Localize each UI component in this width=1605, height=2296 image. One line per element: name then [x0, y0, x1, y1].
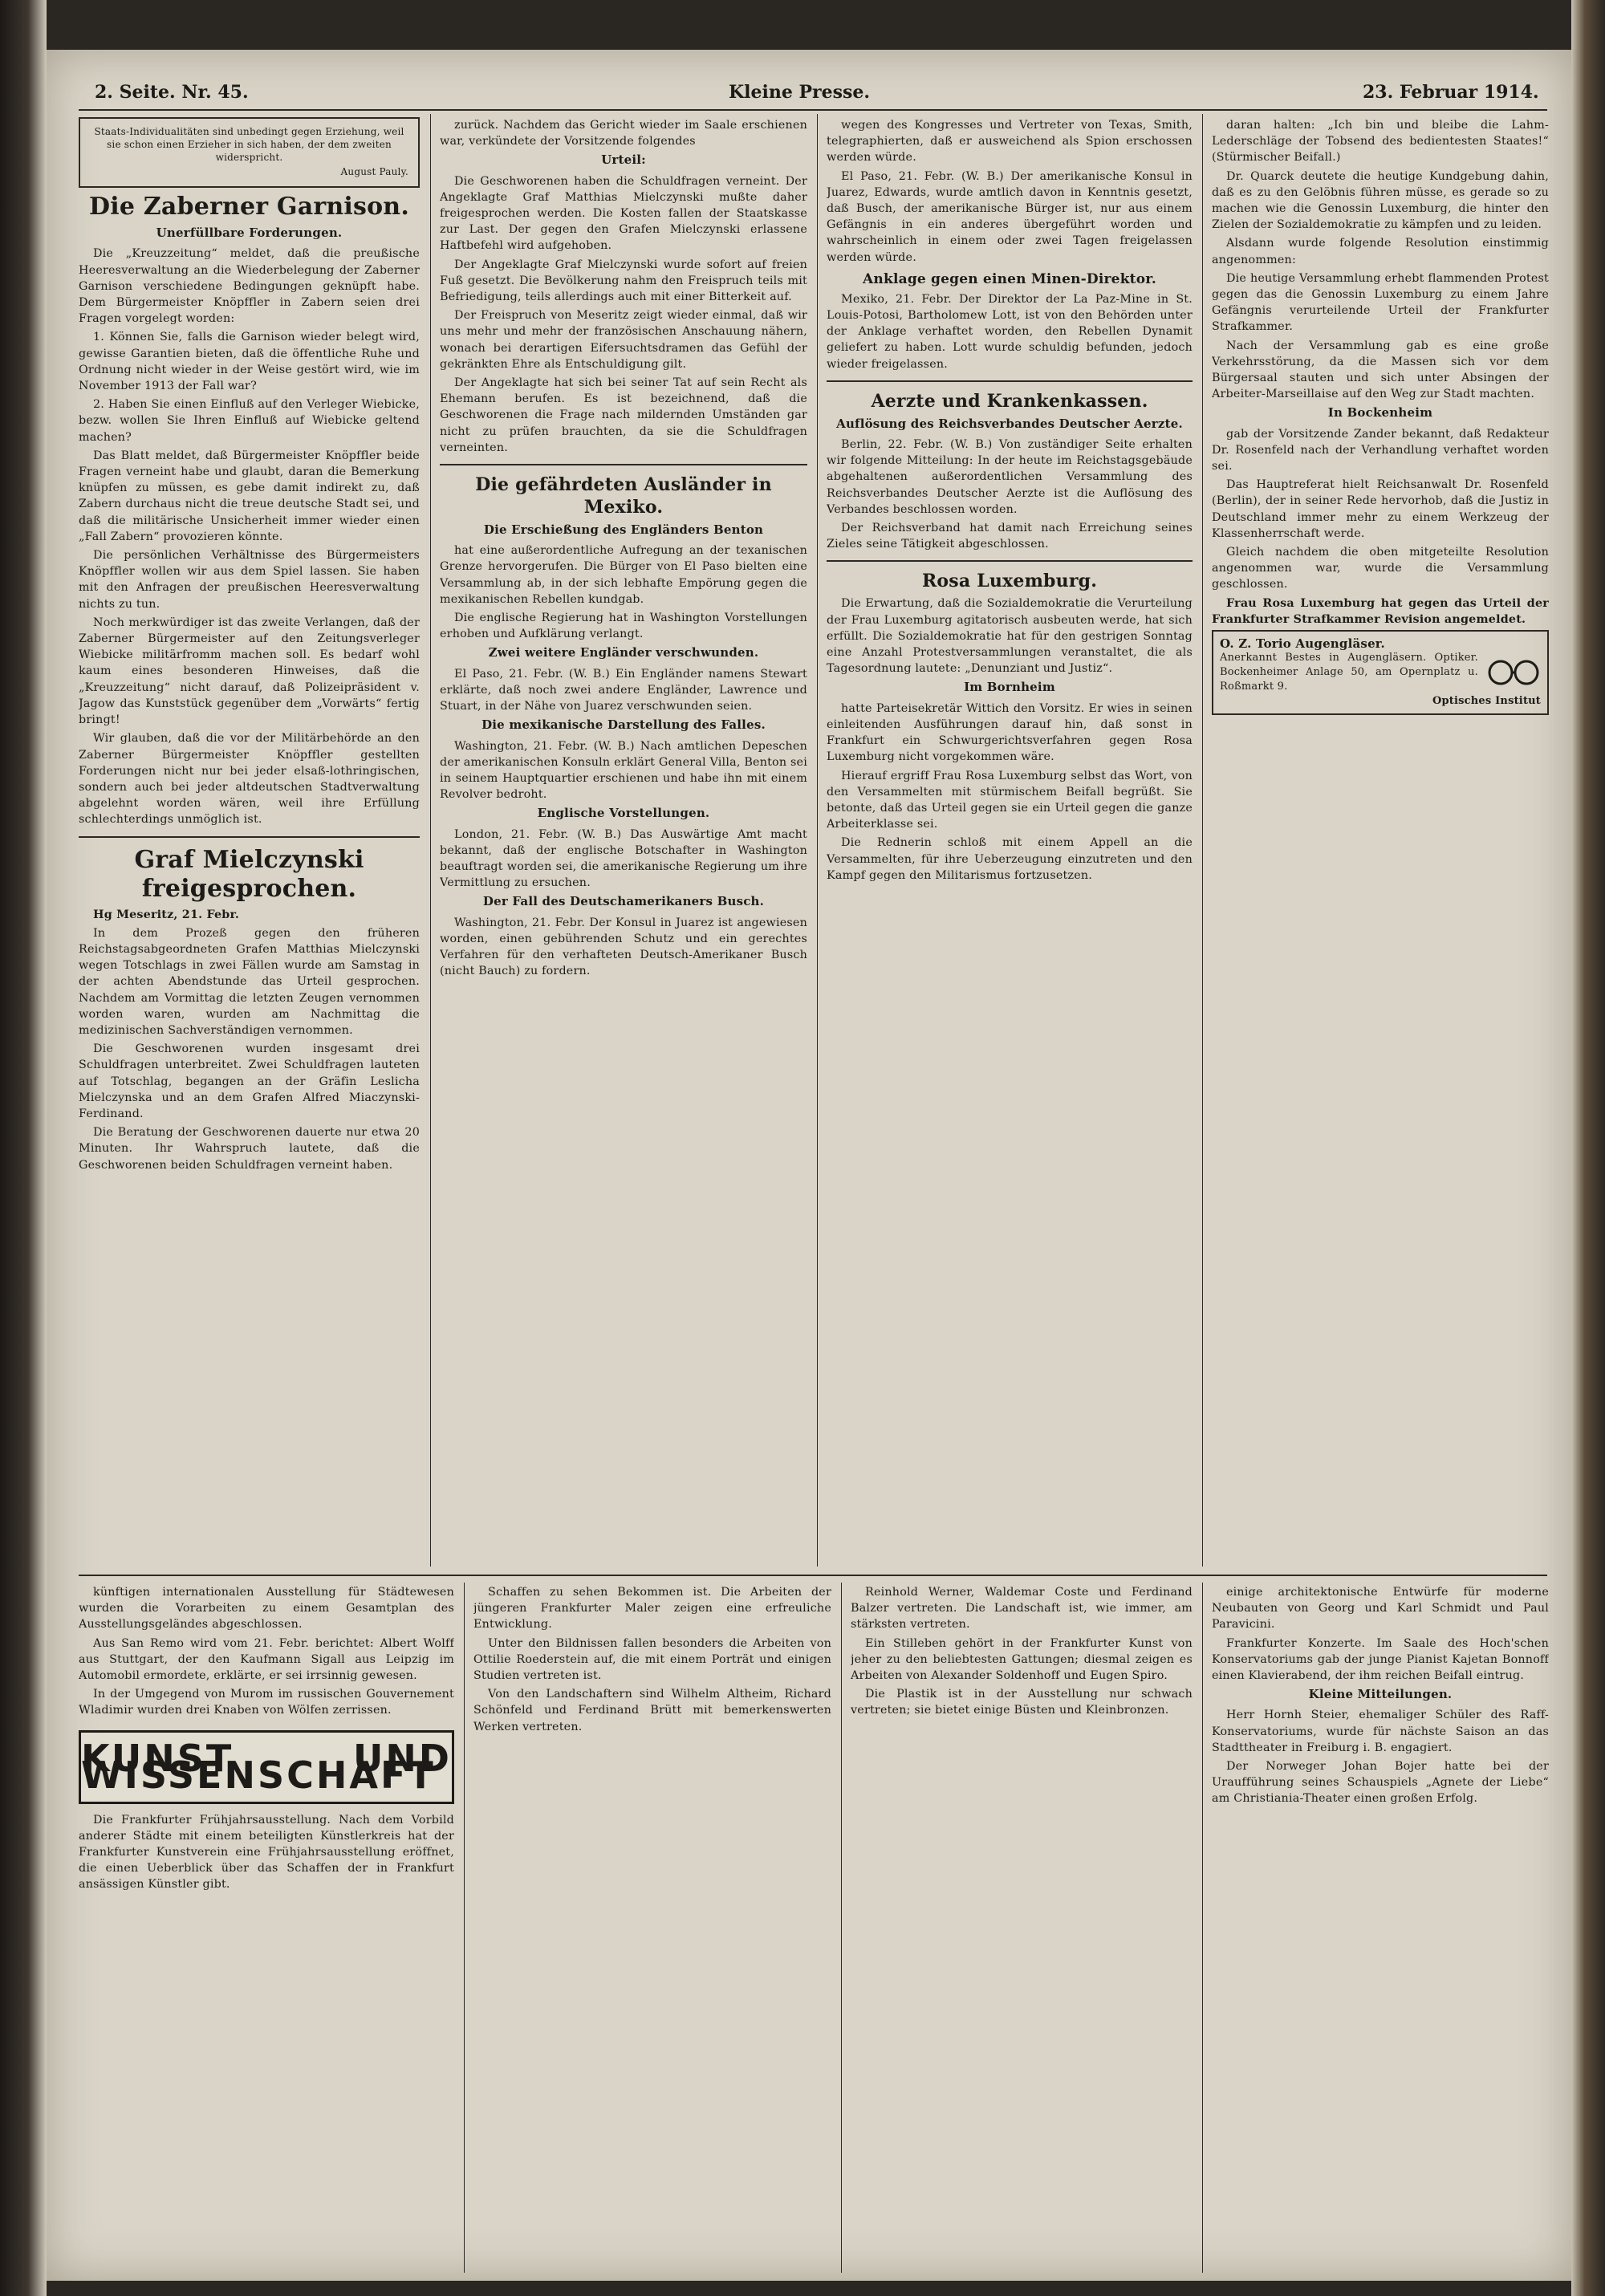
column-2	[440, 117, 807, 1570]
issue-date: 23. Februar 1914.	[1363, 82, 1539, 103]
paragraph: Schaffen zu sehen Bekommen ist. Die Arbeiten der jüngeren Frankfurter Maler zeigen eine erfreuliche Entwicklung.	[473, 1586, 831, 1632]
paragraph: gab der Vorsitzende Zander bekannt, daß Redakteur Dr. Rosenfeld nach der Verhandlung verhaftet worden sei.	[1212, 427, 1549, 473]
paragraph: einige architektonische Entwürfe für moderne Neubauten von Georg und Karl Schmidt und Paul Paravicini.	[1212, 1586, 1549, 1632]
book-spine	[0, 0, 47, 2296]
column-divider	[1202, 1583, 1203, 2273]
quote-author: August Pauly.	[340, 166, 408, 177]
lower-column-1	[79, 1584, 454, 2274]
paragraph: Noch merkwürdiger ist das zweite Verlangen, daß der Zaberner Bürgermeister auf den Zeitungsverleger Wiebicke militärfromm machen soll. Es bedarf wohl kaum eines besonderen Hinweises, daß die „Kreuzzeitung“ nicht darauf, daß Polizeipräsident v. Jagow das Kunststück gegenüber dem „Vorwärts“ fertig bringt!	[79, 616, 420, 727]
paragraph: 1. Können Sie, falls die Garnison wieder belegt wird, gewisse Garantien bieten, daß die öffentliche Ruhe und Ordnung nicht wieder in der Weise gestört wird, wie im November 1913 der Fall war?	[79, 331, 420, 393]
paragraph: Die Geschworenen haben die Schuldfragen verneint. Der Angeklagte Graf Matthias Mielczynski mußte daher freigesprochen werden. Die Kosten fallen der Staatskasse zur Last. Der gegen den Grafen Mielczynski erlassene Haftbefehl wird aufgehoben.	[440, 174, 807, 253]
article-title: Die gefährdeten Ausländer in Mexiko.	[475, 474, 772, 518]
article-title: Die Zaberner Garnison.	[89, 193, 409, 221]
paragraph: Mexiko, 21. Febr. Der Direktor der La Paz-Mine in St. Louis-Potosi, Bartholomew Lott, ist von den Behörden unter der Anklage verhaftet worden, den Rebellen Dynamit geliefert zu haben. Lott wurde schuldig befunden, jedoch wieder freigelassen.	[827, 292, 1193, 371]
article-rule	[827, 560, 1193, 562]
paragraph: zurück. Nachdem das Gericht wieder im Saale erschienen war, verkündete der Vorsitzende folgendes	[440, 119, 807, 148]
article-title: Anklage gegen einen Minen-Direktor.	[863, 270, 1156, 287]
paragraph: Das Blatt meldet, daß Bürgermeister Knöpffler beide Fragen verneint habe und glaubt, daran die Bemerkung knüpfen zu müssen, es gebe damit indirekt zu, daß Zabern durchaus nicht die treue deutsche Stadt sei, und daß die militärische Unsicherheit immer wieder einen „Fall Zabern“ provozieren könnte.	[79, 449, 420, 543]
paragraph: Von den Landschaftern sind Wilhelm Altheim, Richard Schönfeld und Ferdinand Brütt mit bemerkenswerten Werken vertreten.	[473, 1688, 831, 1733]
section-subhead: Englische Vorstellungen.	[537, 806, 710, 821]
paragraph: Der Angeklagte Graf Mielczynski wurde sofort auf freien Fuß gesetzt. Die Bevölkerung nahm den Freispruch teils mit Befriedigung, teils allerdings auch mit einer Bitterkeit auf.	[440, 258, 807, 304]
article-subtitle: Die Erschießung des Engländers Benton	[483, 522, 764, 538]
section-subhead: Der Fall des Deutschamerikaners Busch.	[482, 894, 765, 909]
banner-text: KUNST UND WISSENSCHAFT	[81, 1737, 452, 1797]
lower-column-4	[1212, 1584, 1549, 2274]
column-divider	[430, 114, 431, 1567]
paragraph: Die persönlichen Verhältnisse des Bürgermeisters Knöpffler wollen wir aus dem Spiel lassen. Sie haben mit den Anfragen der preußischen Heeresverwaltung nichts zu tun.	[79, 549, 420, 611]
paragraph: Washington, 21. Febr. (W. B.) Nach amtlichen Depeschen der amerikanischen Konsuln erklärt General Villa, Benton sei in seinem Hauptquartier erschienen und habe ihn mit einem Revolver bedroht.	[440, 739, 807, 802]
paragraph: hat eine außerordentliche Aufregung an der texanischen Grenze hervorgerufen. Die Bürger von El Paso bielten eine Versammlung ab, in der sich lebhafte Empörung gegen die mexikanischen Rebellen kundgab.	[440, 544, 807, 606]
paragraph: Berlin, 22. Febr. (W. B.) Von zuständiger Seite erhalten wir folgende Mitteilung: In der heute im Reichstagsgebäude abgehaltenen außerordentlichen Versammlung des Reichsverbandes Deutscher Aerzte ist die Auflösung des Verbandes beschlossen worden.	[827, 438, 1193, 516]
page-number: 2. Seite. Nr. 45.	[95, 82, 249, 103]
lower-column-2	[473, 1584, 831, 2274]
eyeglasses-icon	[1485, 652, 1541, 693]
paragraph: Aus San Remo wird vom 21. Febr. berichtet: Albert Wolff aus Stuttgart, der den Kaufmann Sigall aus Leipzig im Automobil ermordete, erklärte, er sei irrsinnig gewesen.	[79, 1636, 454, 1683]
ad-title: O. Z. Torio Augengläser.	[1220, 636, 1385, 652]
section-subhead: In Bockenheim	[1327, 405, 1433, 421]
section-subhead: Zwei weitere Engländer verschwunden.	[488, 645, 759, 660]
column-3	[827, 117, 1193, 1570]
paragraph: London, 21. Febr. (W. B.) Das Auswärtige Amt macht bekannt, daß der englische Botschafter in Washington beauftragt worden sei, die amerikanische Regierung um ihre Vermittlung zu ersuchen.	[440, 827, 807, 890]
paragraph: Alsdann wurde folgende Resolution einstimmig angenommen:	[1212, 237, 1549, 266]
paragraph: Der Angeklagte hat sich bei seiner Tat auf sein Recht als Ehemann berufen. Es ist bezeichnend, daß die Geschworenen die Frage nach mildernden Umständen gar nicht zu prüfen brauchten, da sie die Schuldfragen verneinten.	[440, 376, 807, 454]
ad-brand: Optisches Institut	[1432, 695, 1541, 708]
column-divider	[817, 114, 818, 1567]
section-subhead: Kleine Mitteilungen.	[1308, 1687, 1453, 1702]
article-subtitle: Auflösung des Reichsverbandes Deutscher Aerzte.	[836, 416, 1183, 431]
paragraph: daran halten: „Ich bin und bleibe die Lahm-Lederschläge der Tobsend des bedientesten Staates!“ (Stürmischer Beifall.)	[1212, 119, 1549, 165]
paragraph: Die Rednerin schloß mit einem Appell an die Versammelten, für ihre Ueberzeugung einzutreten und den Kampf gegen den Militarismus fortzusetzen.	[827, 836, 1193, 882]
column-divider	[841, 1583, 842, 2273]
paragraph: 2. Haben Sie einen Einfluß auf den Verleger Wiebicke, bezw. wollen Sie Ihren Einfluß auf Wiebicke geltend machen?	[79, 398, 420, 444]
dateline: Hg Meseritz, 21. Febr.	[93, 908, 240, 921]
paragraph: Die heutige Versammlung erhebt flammenden Protest gegen das die Genossin Luxemburg zu einem Jahre Gefängnis verurteilende Urteil der Frankfurter Strafkammer.	[1212, 271, 1549, 334]
paragraph: Washington, 21. Febr. Der Konsul in Juarez ist angewiesen worden, einen gebührenden Schutz und ein gerechtes Verfahren für den verhafteten Deutsch-Amerikaner Busch (nicht Bauch) zu fordern.	[440, 916, 807, 978]
paragraph: Die Plastik ist in der Ausstellung nur schwach vertreten; sie bietet einige Büsten und Kleinbronzen.	[851, 1688, 1193, 1717]
paragraph: In dem Prozeß gegen den früheren Reichstagsabgeordneten Grafen Matthias Mielczynski wegen Totschlags in zwei Fällen wurde am Samstag in der achten Abendstunde das Urteil gesprochen. Nachdem am Vormittag die letzten Zeugen vernommen worden waren, wurden am Nachmittag die medizinischen Sachverständigen vernommen.	[79, 926, 420, 1037]
paragraph: Die Beratung der Geschworenen dauerte nur etwa 20 Minuten. Ihr Wahrspruch lautete, daß die Geschworenen beiden Schuldfragen verneint haben.	[79, 1126, 420, 1172]
page-edge	[1571, 0, 1605, 2296]
section-subhead: Die mexikanische Darstellung des Falles.	[482, 717, 766, 733]
paragraph: Die Frankfurter Frühjahrsausstellung. Nach dem Vorbild anderer Städte mit einem beteiligten Künstlerkreis hat der Frankfurter Kunstverein eine Frühjahrsausstellung eröffnet, die einen Ueberblick über das Schaffen der in Frankfurt ansässigen Künstler gibt.	[79, 1813, 454, 1892]
column-4	[1212, 117, 1549, 1570]
paragraph: Reinhold Werner, Waldemar Coste und Ferdinand Balzer vertreten. Die Landschaft ist, wie immer, am stärksten vertreten.	[851, 1586, 1193, 1632]
paragraph: Hierauf ergriff Frau Rosa Luxemburg selbst das Wort, von den Versammelten mit stürmischem Beifall begrüßt. Sie betonte, daß das Urteil gegen sie ein Urteil gegen die ganze Arbeiterklasse sei.	[827, 769, 1193, 831]
paragraph: Das Hauptreferat hielt Reichsanwalt Dr. Rosenfeld (Berlin), der in seiner Rede hervorhob, daß die Justiz in Deutschland immer mehr zu einem Werkzeug der Klassenherrschaft werde.	[1212, 478, 1549, 540]
column-1	[79, 117, 420, 1570]
paragraph: Der Reichsverband hat damit nach Erreichung seines Zieles seine Tätigkeit abgeschlossen.	[827, 522, 1193, 551]
article-title: Rosa Luxemburg.	[921, 571, 1098, 592]
paragraph: Unter den Bildnissen fallen besonders die Arbeiten von Ottilie Roederstein auf, die mit einem Porträt und einigen Studien vertreten ist.	[473, 1636, 831, 1683]
paragraph: In der Umgegend von Murom im russischen Gouvernement Wladimir wurden drei Knaben von Wölfen zerrissen.	[79, 1688, 454, 1717]
paragraph: künftigen internationalen Ausstellung für Städtewesen wurden die Vorarbeiten zu einem Gesamtplan des Ausstellungsgeländes abgeschlossen.	[79, 1586, 454, 1632]
kunst-und-wissenschaft-banner	[79, 1730, 454, 1804]
paragraph: hatte Parteisekretär Wittich den Vorsitz. Er wies in seinen einleitenden Ausführungen darauf hin, daß sonst in Frankfurt ein Schwurgerichtsverfahren gegen Rosa Luxemburg nicht vorgekommen wäre.	[827, 701, 1193, 764]
paragraph: Nach der Versammlung gab es eine große Verkehrsstörung, da die Massen sich vor dem Bürgersaal stauten und sich unter Absingen der Arbeiter-Marseillaise auf den Weg zur Stadt machten.	[1212, 339, 1549, 401]
quote-text: Staats-Individualitäten sind unbedingt gegen Erziehung, weil sie schon einen Erzieher in sich haben, der dem zweiten widerspricht.	[94, 126, 404, 163]
paragraph: Herr Hornh Steier, ehemaliger Schüler des Raff-Konservatoriums, wurde für nächste Saison an das Stadttheater in Freiburg i. B. engagiert.	[1212, 1709, 1549, 1754]
paragraph: Frankfurter Konzerte. Im Saale des Hoch'schen Konservatoriums gab der junge Pianist Kajetan Bonnoff einen Klavierabend, der ihm reichen Beifall eintrug.	[1212, 1636, 1549, 1683]
column-divider	[1202, 114, 1203, 1567]
article-rule	[79, 836, 420, 838]
paragraph: El Paso, 21. Febr. (W. B.) Ein Engländer namens Stewart erklärte, daß noch zwei andere Engländer, Lawrence und Stuart, in der Nähe von Juarez verschwunden seien.	[440, 667, 807, 713]
column-divider	[464, 1583, 465, 2273]
ad-text: Anerkannt Bestes in Augengläsern. Optiker. Bockenheimer Anlage 50, am Opernplatz u. Roßmarkt 9.	[1220, 652, 1478, 693]
article-rule	[440, 464, 807, 465]
paragraph: Wir glauben, daß die vor der Militärbehörde an den Zaberner Bürgermeister Knöpffler gestellten Forderungen nicht nur bei jeder elsaß-lothringischen, sondern auch bei jeder altdeutschen Stadtverwaltung abgelehnt worden wären, weil ihre Erfüllung schlechterdings unmöglich ist.	[79, 732, 420, 827]
closing-note: Frau Rosa Luxemburg hat gegen das Urteil der Frankfurter Strafkammer Revision angemeldet.	[1212, 596, 1549, 626]
paragraph: Ein Stilleben gehört in der Frankfurter Kunst von jeher zu den beliebtesten Gattungen; diesmal zeigen es Arbeiten von Alexander Soldenhoff und Eugen Spiro.	[851, 1636, 1193, 1683]
newspaper-page	[47, 50, 1571, 2281]
article-title: Aerzte und Krankenkassen.	[871, 390, 1148, 412]
paragraph: Der Freispruch von Meseritz zeigt wieder einmal, daß wir uns mehr und mehr der französischen Anschauung nähern, wonach bei derartigen Eifersuchtsdramen das Gefühl der gekränkten Ehre als Entschuldigung gilt.	[440, 309, 807, 371]
paragraph: Der Norweger Johan Bojer hatte bei der Uraufführung seines Schauspiels „Agnete der Liebe“ am Christiania-Theater einen großen Erfolg.	[1212, 1760, 1549, 1806]
paragraph: wegen des Kongresses und Vertreter von Texas, Smith, telegraphierten, daß er ausweichend als Spion erschossen werden würde.	[827, 119, 1193, 165]
section-subhead: Im Bornheim	[964, 680, 1055, 695]
section-rule	[79, 1575, 1547, 1576]
article-subtitle: Unerfüllbare Forderungen.	[156, 226, 343, 241]
paragraph: Gleich nachdem die oben mitgeteilte Resolution angenommen war, wurde die Versammlung geschlossen.	[1212, 546, 1549, 591]
article-title: Graf Mielczynski freigesprochen.	[134, 845, 364, 903]
masthead-rule	[79, 109, 1547, 111]
paragraph: Die englische Regierung hat in Washington Vorstellungen erhoben und Aufklärung verlangt.	[440, 612, 807, 641]
paragraph: El Paso, 21. Febr. (W. B.) Der amerikanische Konsul in Juarez, Edwards, wurde amtlich davon in Kenntnis gesetzt, daß Busch, der amerikanische Bürger ist, nur aus einem Gefängnis in ein anderes übergeführt worden und wahrscheinlich in einem oder zwei Tagen freigelassen werden würde.	[827, 169, 1193, 264]
paragraph: Die Erwartung, daß die Sozialdemokratie die Verurteilung der Frau Luxemburg agitatorisch ausbeuten werde, hat sich erfüllt. Die Sozialdemokratie hat für den gestrigen Sonntag eine Anzahl Protestversammlungen veranstaltet, die als Tagesordnung lautete: „Denunziant und Justiz“.	[827, 597, 1193, 676]
paragraph: Die Geschworenen wurden insgesamt drei Schuldfragen unterbreitet. Zwei Schuldfragen lauteten auf Totschlag, begangen an der Gräfin Leslicha Mielczynska und an dem Grafen Alfred Miaczynski-Ferdinand.	[79, 1042, 420, 1120]
quote-box	[79, 117, 420, 188]
newspaper-title: Kleine Presse.	[729, 82, 871, 103]
optician-advertisement	[1212, 630, 1549, 715]
article-rule	[827, 380, 1193, 382]
lower-column-3	[851, 1584, 1193, 2274]
paragraph: Dr. Quarck deutete die heutige Kundgebung dahin, daß es zu den Gelöbnis führen müsse, es gerade so zu machen wie die Genossin Luxemburg, die hinter den Zielen der Sozialdemokratie zu kämpfen und zu leiden.	[1212, 169, 1549, 232]
verdict-label: Urteil:	[601, 152, 646, 168]
paragraph: Die „Kreuzzeitung“ meldet, daß die preußische Heeresverwaltung an die Wiederbelegung der Zaberner Garnison verschiedene Bedingungen geknüpft habe. Dem Bürgermeister Knöpffler in Zabern seien drei Fragen vorgelegt worden:	[79, 247, 420, 326]
